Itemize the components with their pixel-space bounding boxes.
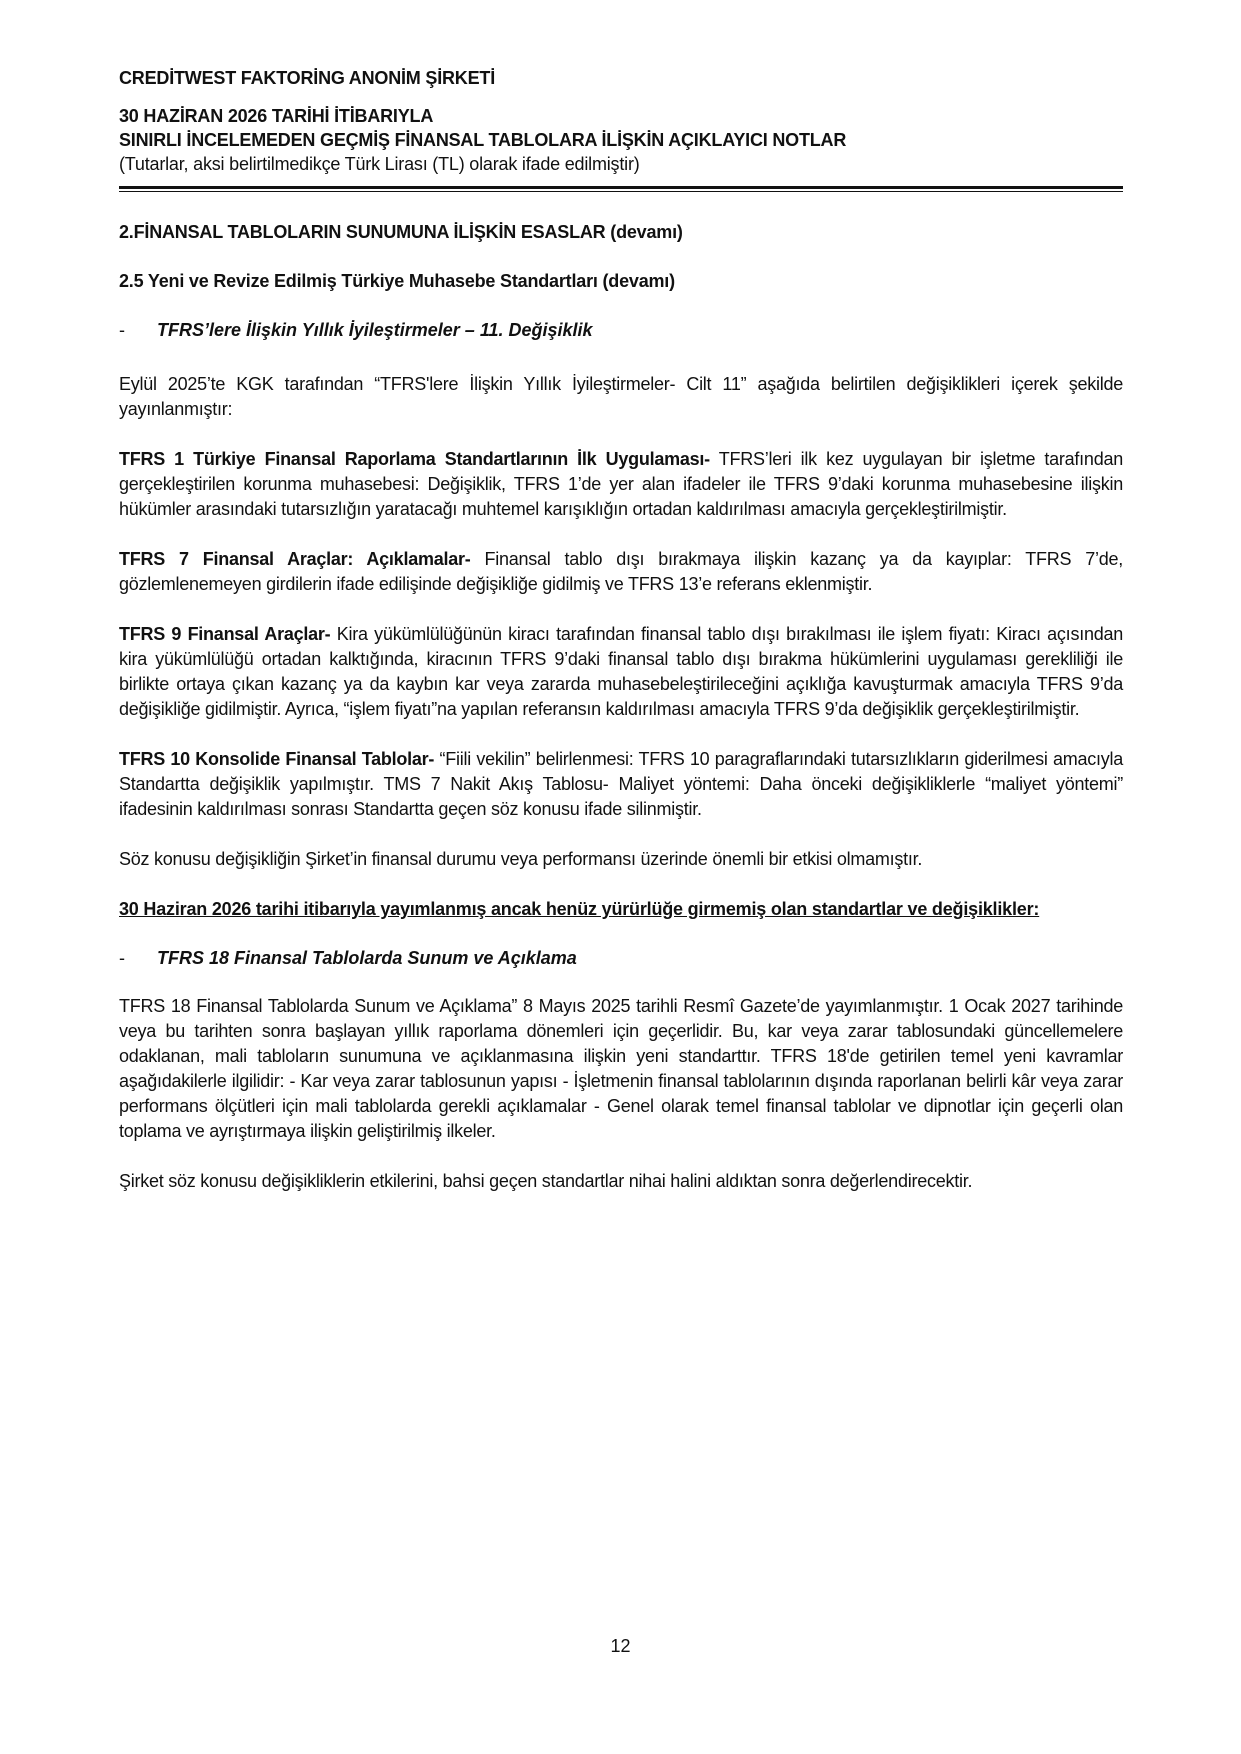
currency-note: (Tutarlar, aksi belirtilmedikçe Türk Lirası (TL) olarak ifade edilmiştir): [119, 154, 640, 174]
tfrs7-text: Finansal tablo dışı bırakmaya ilişkin kazanç ya da kayıplar: TFRS 7’de, gözlemlenemeyen girdilerin ifade edilişinde değişikliğe gidilmiş ve TFRS 13’e referans eklenmiştir.: [119, 549, 1123, 594]
tfrs7-lead: TFRS 7 Finansal Araçlar: Açıklamalar-: [119, 549, 471, 569]
subsection-title: 2.5 Yeni ve Revize Edilmiş Türkiye Muhasebe Standartları (devamı): [119, 271, 675, 291]
tfrs9-text: Kira yükümlülüğünün kiracı tarafından finansal tablo dışı bırakılması ile işlem fiyatı: Kiracı açısından kira yükümlülüğü ortadan kalktığında, kiracının TFRS 9’daki finansal tablo dışı bırakma hükümlerini uygulaması gerekliliği ile birlikte ortaya çıkan kazanç ya da kaybın kar veya zararda muhasebeleştirileceğini açıklığa kavuşturmak amacıyla TFRS 9’da değişikliğe gidilmiştir. Ayrıca, “işlem fiyatı”na yapılan referansın kaldırılması amacıyla TFRS 9’da değişiklik gerçekleştirilmiştir.: [119, 624, 1123, 719]
document-page: [119, 66, 1123, 1194]
not-effective-title: 30 Haziran 2026 tarihi itibarıyla yayımlanmış ancak henüz yürürlüğe girmemiş olan standartlar ve değişiklikler:: [119, 899, 1040, 919]
tfrs10-paragraph: [119, 747, 1123, 822]
section-title: 2.FİNANSAL TABLOLARIN SUNUMUNA İLİŞKİN ESASLAR (devamı): [119, 222, 683, 242]
tfrs1-text: TFRS’leri ilk kez uygulayan bir işletme tarafından gerçekleştirilen korunma muhasebesi: Değişiklik, TFRS 1’de yer alan ifadeler ile TFRS 9’daki korunma muhasebesine ilişkin hükümler arasındaki tutarsızlığın yaratacağı muhtemel karışıklığın ortadan kaldırılması amacıyla gerçekleştirilmiştir.: [119, 449, 1123, 519]
item2-title: TFRS 18 Finansal Tablolarda Sunum ve Açıklama: [157, 948, 577, 968]
item2-heading: [119, 946, 1123, 970]
tfrs10-text: “Fiili vekilin” belirlenmesi: TFRS 10 paragraflarındaki tutarsızlıkların giderilmesi amacıyla Standartta değişiklik yapılmıştır. TMS 7 Nakit Akış Tablosu- Maliyet yöntemi: Daha önceki değişikliklerle “maliyet yöntemi” ifadesinin kaldırılması sonrası Standartta geçen söz konusu ifade silinmiştir.: [119, 749, 1123, 819]
tfrs1-paragraph: [119, 447, 1123, 522]
tfrs9-paragraph: [119, 622, 1123, 722]
item1-title: TFRS’lere İlişkin Yıllık İyileştirmeler – 11. Değişiklik: [157, 320, 593, 340]
item2-text: TFRS 18 Finansal Tablolarda Sunum ve Açıklama” 8 Mayıs 2025 tarihli Resmî Gazete’de yayımlanmıştır. 1 Ocak 2027 tarihinde veya bu tarihten sonra başlayan yıllık raporlama dönemleri için geçerlidir. Bu, kar veya zarar tablosundaki güncellemelere odaklanan, mali tabloların sunumuna ve açıklanmasına ilişkin yeni standarttır. TFRS 18'de getirilen temel yeni kavramlar aşağıdakilerle ilgilidir: - Kar veya zarar tablosunun yapısı - İşletmenin finansal tablolarının dışında raporlanan belirli kâr veya zarar performans ölçütleri için mali tablolarda gerekli açıklamalar - Genel olarak temel finansal tablolar ve dipnotlar için geçerli olan toplama ve ayrıştırmaya ilişkin geliştirilmiş ilkeler.: [119, 996, 1123, 1141]
tfrs1-lead: TFRS 1 Türkiye Finansal Raporlama Standartlarının İlk Uygulaması-: [119, 449, 710, 469]
notes-title: SINIRLI İNCELEMEDEN GEÇMİŞ FİNANSAL TABLOLARA İLİŞKİN AÇIKLAYICI NOTLAR: [119, 130, 847, 150]
company-name: CREDİTWEST FAKTORİNG ANONİM ŞİRKETİ: [119, 68, 496, 88]
item1-conclusion: Söz konusu değişikliğin Şirket’in finansal durumu veya performansı üzerinde önemli bir etkisi olmamıştır.: [119, 849, 923, 869]
header-rule: [119, 186, 1123, 189]
item2-conclusion: Şirket söz konusu değişikliklerin etkilerini, bahsi geçen standartlar nihai halini aldıktan sonra değerlendirecektir.: [119, 1171, 973, 1191]
tfrs7-paragraph: [119, 547, 1123, 597]
report-date-line: 30 HAZİRAN 2026 TARİHİ İTİBARIYLA: [119, 106, 434, 126]
item1-heading: [119, 318, 1123, 342]
dash-bullet: -: [119, 320, 125, 340]
tfrs9-lead: TFRS 9 Finansal Araçlar-: [119, 624, 331, 644]
dash-bullet: -: [119, 948, 125, 968]
page-number: 12: [610, 1636, 631, 1656]
item1-intro: Eylül 2025’te KGK tarafından “TFRS'lere İlişkin Yıllık İyileştirmeler- Cilt 11” aşağıda belirtilen değişiklikleri içerek şekilde yayınlanmıştır:: [119, 374, 1123, 419]
tfrs10-lead: TFRS 10 Konsolide Finansal Tablolar-: [119, 749, 435, 769]
